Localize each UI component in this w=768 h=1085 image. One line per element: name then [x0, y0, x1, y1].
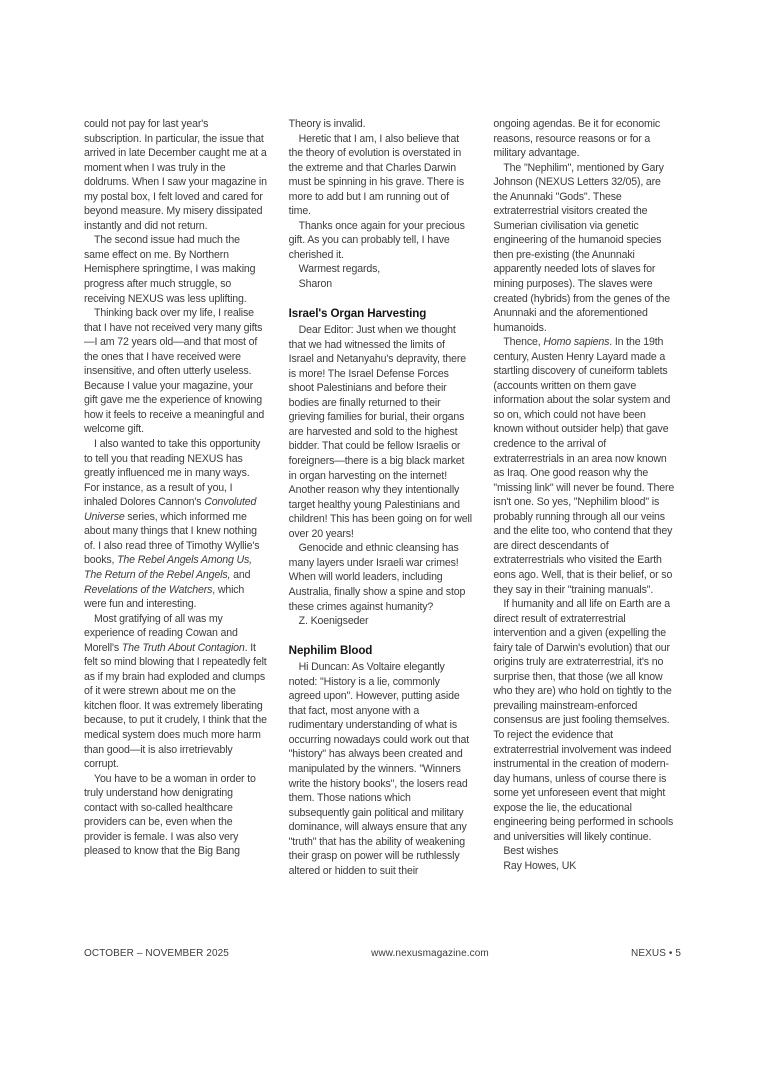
paragraph: Hi Duncan: As Voltaire elegantly noted: "History is a lie, commonly agreed upon". However, putting aside that fact, most anyone with a rudimentary understanding of what is occurring nowadays could work out that "history" has always been created and manipulated by the winners. "Winners write the history books", the losers read them. Those nations which subsequently gain political and military dominance, will always ensure that any "truth" that has the ability of weakening their grasp on power will be ruthlessly altered or hidden to suit their: [288, 661, 470, 877]
page-footer: [84, 948, 681, 959]
paragraph: You have to be a woman in order to truly understand how denigrating contact with so-called healthcare providers can be, even when the provider is female. I was also very pleased to know that the Big Bang: [84, 772, 256, 858]
column-1: [84, 117, 268, 859]
letters-columns: [84, 117, 677, 878]
footer-issue-date: OCTOBER – NOVEMBER 2025: [84, 948, 229, 959]
paragraph: Thence, Homo sapiens. In the 19th century, Austen Henry Layard made a startling discovery of cuneiform tablets (accounts written on them gave information about the solar system and so on, which could not have been known without outsider help) that gave credence to the arrival of extraterrestrials in an area now known as Iraq. One good reason why the "missing link" will never be found. There isn't one. So yes, "Nephilim blood" is probably running through all our veins and the elite too, who contend that they are direct descendants of extraterrestrials who visited the Earth eons ago. Well, that is their belief, or so they say in their "training manuals".: [493, 336, 675, 596]
paragraph: Heretic that I am, I also believe that the theory of evolution is overstated in the extreme and that Charles Darwin must be spinning in his grave. There is more to add but I am running out of time.: [288, 132, 464, 218]
letter-heading: Israel's Organ Harvesting: [288, 306, 427, 320]
paragraph: Theory is invalid.: [288, 118, 366, 130]
signature-line: Best wishes: [503, 845, 559, 858]
paragraph: Thinking back over my life, I realise that I have not received very many gifts—I am 72 years old—and that most of the ones that I have received were insensitive, and often utterly useless. Because I value your magazine, your gift gave me the experience of knowing how it feels to receive a meaningful and welcome gift.: [84, 307, 265, 436]
paragraph: Thanks once again for your precious gift. As you can probably tell, I have cherished it.: [288, 219, 465, 261]
paragraph: Genocide and ethnic cleansing has many layers under Israeli war crimes! When will world leaders, including Australia, finally show a spine and stop these crimes against humanity?: [288, 542, 466, 613]
letter-heading: Nephilim Blood: [288, 643, 373, 657]
paragraph: could not pay for last year's subscription. In particular, the issue that arrived in late December caught me at a moment when I was truly in the doldrums. When I saw your magazine in my postal box, I felt loved and cared for beyond measure. My misery dissipated instantly and did not return.: [84, 118, 267, 232]
paragraph: The second issue had much the same effect on me. By Northern Hemisphere springtime, I was making progress after much struggle, so receiving NEXUS was less uplifting.: [84, 234, 256, 305]
paragraph: If humanity and all life on Earth are a direct result of extraterrestrial intervention and a given (expelling the fairy tale of Darwin's evolution) that our origins truly are extraterrestrial, it's no surprise then, that those (we all know who they are) who hold on tightly to the prevailing mainstream-enforced consensus are just fooling themselves. To reject the evidence that extraterrestrial involvement was indeed instrumental in the creation of modern-day humans, unless of course there is some yet unforeseen event that might expose the lie, the educational engineering being performed in schools and universities will likely continue.: [493, 598, 674, 843]
signature-line: Warmest regards,: [298, 263, 381, 276]
paragraph: The "Nephilim", mentioned by Gary Johnson (NEXUS Letters 32/05), are the Anunnaki "Gods". These extraterrestrial visitors created the Sumerian civilisation via genetic engineering of the humanoid species then pre-existing (the Anunnaki apparently needed lots of slaves for mining purposes). The slaves were created (hybrids) from the genes of the Anunnaki and the aforementioned humanoids.: [493, 161, 671, 334]
footer-website: www.nexusmagazine.com: [371, 948, 489, 959]
paragraph: Dear Editor: Just when we thought that we had witnessed the limits of Israel and Netanyahu's depravity, there is more! The Israel Defense Forces shoot Palestinians and before their bodies are finally returned to their grieving families for burial, their organs are harvested and sold to the highest bidder. That could be fellow Israelis or foreigners—there is a big black market in organ harvesting on the internet! Another reason why they intentionally target healthy young Palestinians and children! This has been going on for well over 20 years!: [288, 324, 472, 540]
paragraph: I also wanted to take this opportunity to tell you that reading NEXUS has greatly influenced me in many ways. For instance, as a result of you, I inhaled Dolores Cannon's Convoluted Universe series, which informed me about many things that I knew nothing of. I also read three of Timothy Wyllie's books, The Rebel Angels Among Us, The Return of the Rebel Angels, and Revelations of the Watchers, which were fun and interesting.: [84, 438, 261, 611]
column-3: [493, 117, 677, 873]
signature-line: Z. Koenigseder: [298, 615, 369, 628]
signature-line: Sharon: [298, 278, 332, 291]
paragraph: ongoing agendas. Be it for economic reasons, resource reasons or for a military advantage.: [493, 118, 661, 160]
paragraph: Most gratifying of all was my experience of reading Cowan and Morell's The Truth About Contagion. It felt so mind blowing that I repeatedly felt as if my brain had exploded and clumps of it were strewn about me on the kitchen floor. It was extremely liberating because, to put it crudely, I think that the medical system does much more harm than good—it is also irretrievably corrupt.: [84, 612, 267, 771]
footer-page-number: NEXUS • 5: [631, 948, 681, 959]
column-2: [289, 117, 473, 878]
signature-line: Ray Howes, UK: [503, 859, 577, 872]
